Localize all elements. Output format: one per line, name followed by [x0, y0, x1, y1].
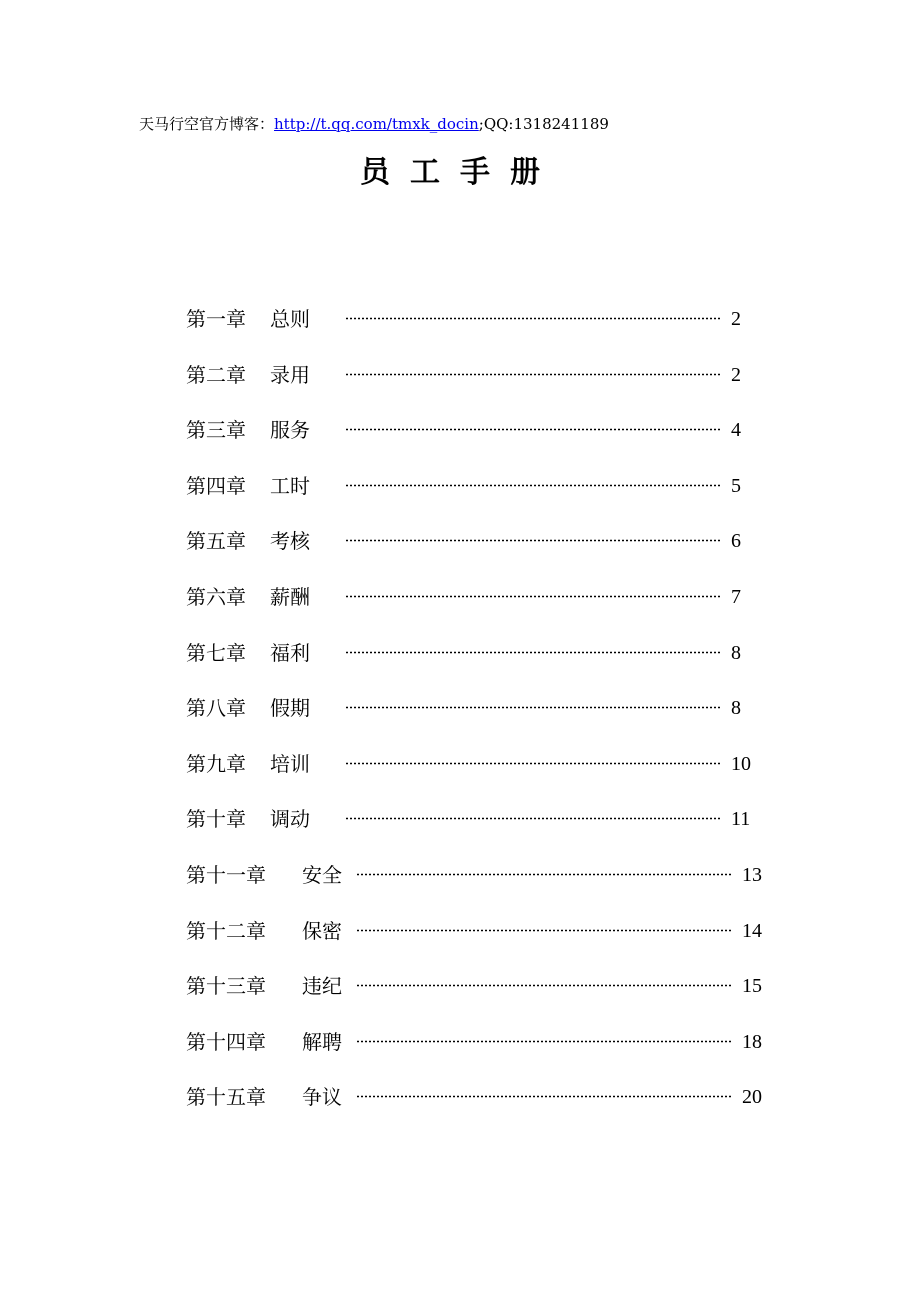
- toc-entry[interactable]: [0, 582, 920, 612]
- toc-leader-dots: [345, 817, 721, 820]
- toc-page-number: 18: [742, 1031, 762, 1053]
- toc-leader-dots: [345, 484, 721, 487]
- toc-page-number: 10: [731, 753, 751, 775]
- toc-entry[interactable]: [0, 971, 920, 1001]
- toc-leader-dots: [356, 1040, 731, 1043]
- toc-page-number: 5: [731, 475, 741, 497]
- header-suffix: ;QQ:1318241189: [478, 115, 609, 133]
- toc-page-number: 7: [731, 586, 741, 608]
- toc-topic-label: 总则: [270, 307, 310, 331]
- toc-page-number: 4: [731, 419, 741, 441]
- toc-leader-dots: [356, 984, 731, 987]
- blog-link[interactable]: http://t.qq.com/tmxk_docin: [274, 115, 479, 133]
- toc-chapter-label: 第六章: [186, 585, 246, 609]
- toc-leader-dots: [345, 317, 721, 320]
- toc-page-number: 15: [742, 975, 762, 997]
- toc-entry[interactable]: [0, 638, 920, 668]
- toc-page-number: 8: [731, 642, 741, 664]
- toc-chapter-label: 第一章: [186, 307, 246, 331]
- toc-topic-label: 调动: [270, 807, 310, 831]
- toc-topic-label: 薪酬: [270, 585, 310, 609]
- toc-entry[interactable]: [0, 693, 920, 723]
- toc-chapter-label: 第七章: [186, 641, 246, 665]
- toc-topic-label: 安全: [302, 863, 342, 887]
- toc-entry[interactable]: [0, 860, 920, 890]
- toc-entry[interactable]: [0, 360, 920, 390]
- toc-leader-dots: [345, 706, 721, 709]
- toc-topic-label: 假期: [270, 696, 310, 720]
- toc-topic-label: 录用: [270, 363, 310, 387]
- toc-entry[interactable]: [0, 749, 920, 779]
- toc-topic-label: 解聘: [302, 1030, 342, 1054]
- toc-page-number: 8: [731, 697, 741, 719]
- toc-chapter-label: 第九章: [186, 752, 246, 776]
- toc-page-number: 20: [742, 1086, 762, 1108]
- toc-entry[interactable]: [0, 804, 920, 834]
- toc-chapter-label: 第三章: [186, 418, 246, 442]
- toc-page-number: 11: [731, 808, 751, 830]
- toc-leader-dots: [356, 873, 731, 876]
- toc-topic-label: 工时: [270, 474, 310, 498]
- toc-entry[interactable]: [0, 916, 920, 946]
- header-prefix: 天马行空官方博客：: [139, 115, 275, 133]
- toc-topic-label: 福利: [270, 641, 310, 665]
- toc-page-number: 2: [731, 364, 741, 386]
- toc-chapter-label: 第四章: [186, 474, 246, 498]
- toc-leader-dots: [345, 762, 721, 765]
- toc-entry[interactable]: [0, 415, 920, 445]
- toc-entry[interactable]: [0, 471, 920, 501]
- toc-chapter-label: 第八章: [186, 696, 246, 720]
- toc-topic-label: 服务: [270, 418, 310, 442]
- toc-topic-label: 考核: [270, 529, 310, 553]
- toc-page-number: 14: [742, 920, 762, 942]
- toc-topic-label: 违纪: [302, 974, 342, 998]
- toc-leader-dots: [356, 929, 731, 932]
- document-title: 员工手册: [360, 155, 560, 190]
- toc-leader-dots: [345, 373, 721, 376]
- toc-leader-dots: [345, 651, 721, 654]
- toc-chapter-label: 第五章: [186, 529, 246, 553]
- toc-chapter-label: 第二章: [186, 363, 246, 387]
- toc-leader-dots: [345, 539, 721, 542]
- toc-entry[interactable]: [0, 304, 920, 334]
- toc-topic-label: 培训: [270, 752, 310, 776]
- toc-chapter-label: 第十四章: [186, 1030, 266, 1054]
- toc-chapter-label: 第十五章: [186, 1085, 266, 1109]
- toc-page-number: 13: [742, 864, 762, 886]
- toc-topic-label: 争议: [302, 1085, 342, 1109]
- toc-chapter-label: 第十章: [186, 807, 246, 831]
- toc-entry[interactable]: [0, 526, 920, 556]
- toc-chapter-label: 第十三章: [186, 974, 266, 998]
- toc-leader-dots: [345, 595, 721, 598]
- toc-leader-dots: [356, 1095, 731, 1098]
- toc-page-number: 6: [731, 530, 741, 552]
- toc-entry[interactable]: [0, 1027, 920, 1057]
- toc-chapter-label: 第十一章: [186, 863, 266, 887]
- toc-leader-dots: [345, 428, 721, 431]
- toc-chapter-label: 第十二章: [186, 919, 266, 943]
- toc-page-number: 2: [731, 308, 741, 330]
- toc-entry[interactable]: [0, 1082, 920, 1112]
- toc-topic-label: 保密: [302, 919, 342, 943]
